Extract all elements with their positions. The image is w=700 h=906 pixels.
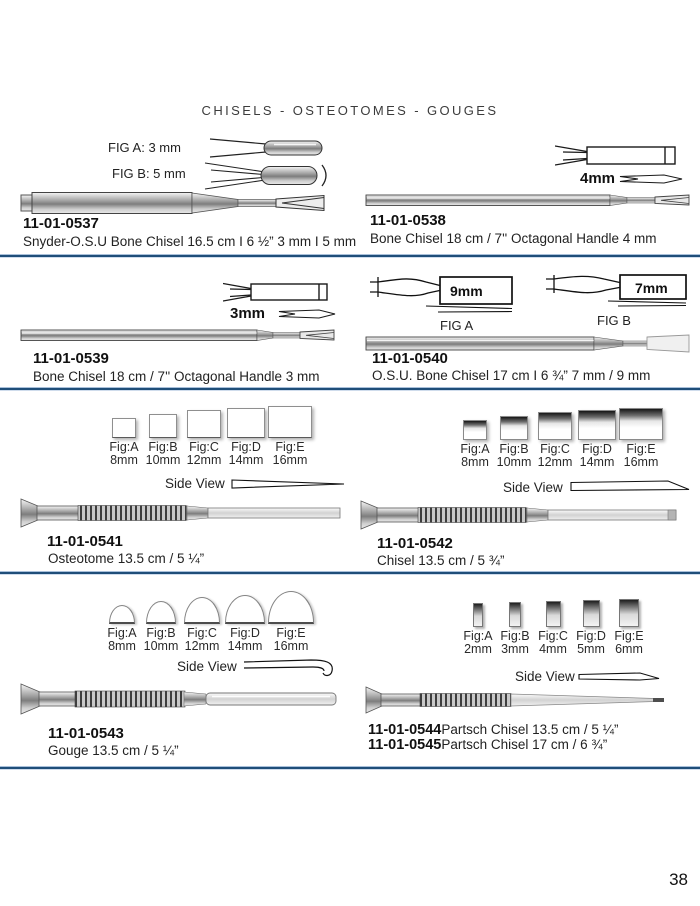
fig-item [223,595,267,654]
fig-shape-dome [225,595,265,624]
instrument-illustration [20,683,338,715]
fig-label: Fig:A [107,626,137,640]
fig-size-label: 8mm [110,453,138,468]
product-code: 11-01-0539 [33,350,109,367]
fig-label: Fig:B [499,442,529,456]
side-view-label: Side View [165,476,225,491]
size-callout: 3mm [230,305,266,322]
section-divider [0,387,700,391]
product-code: 11-01-0545 [368,737,442,753]
product-code: 11-01-0542 [377,535,453,552]
fig-size-label: 16mm [623,455,659,470]
product-block-0539 [15,258,350,386]
fig-shape-beveled-square [463,420,487,440]
fig-size-label: 14mm [227,639,263,654]
fig-shape-narrow-rect [509,602,521,627]
fig-item [576,410,618,470]
product-code: 11-01-0541 [47,533,123,550]
fig-size-label: 3mm [501,642,529,657]
side-view-arrow-icon [618,173,684,185]
tip-detail-illustration [555,142,683,170]
instrument-illustration [20,498,342,528]
side-view-profile-icon [578,671,662,683]
fig-size-label: 16mm [272,453,308,468]
fig-shape-narrow-rect [583,600,600,627]
product-line-0545 [368,736,607,754]
fig-label: Fig:E [626,442,656,456]
size-callout: 4mm [580,170,616,187]
page-number: 38 [669,870,688,889]
product-code: 11-01-0537 [23,215,99,232]
instrument-illustration [360,500,678,530]
fig-label: Fig:A [463,629,493,643]
fig-item [618,408,664,470]
fig-label: Fig:B [500,629,530,643]
fig-size-label: 10mm [145,453,181,468]
fig-item [610,599,648,657]
side-view-label: Side View [177,659,237,674]
product-description: Partsch Chisel 13.5 cm / 5 ¼” [441,722,619,737]
product-block-0544-0545 [360,575,695,763]
fig-size-label: 10mm [496,455,532,470]
fig-item [456,420,494,470]
fig-size-label: 6mm [615,642,643,657]
product-description: Chisel 13.5 cm / 5 ¾” [377,553,505,568]
fig-shape-square [268,406,312,438]
tip-detail-illustration [223,280,335,306]
fig-label: Fig:B [146,626,176,640]
product-block-0540 [360,258,695,386]
fig-item [105,418,143,468]
fig-size-row [105,406,313,468]
fig-item [103,605,141,654]
side-view-profile-icon [243,655,339,681]
fig-item [141,601,181,654]
side-view-label: Side View [503,480,563,495]
fig-size-label: 10mm [143,639,179,654]
fig-size-label: 4mm [539,642,567,657]
fig-a-size-callout: 9mm [450,283,483,299]
fig-a-label: FIG A [440,318,474,333]
fig-item [460,603,496,657]
side-view-profile-icon [570,480,692,494]
fig-label: Fig:E [276,626,306,640]
fig-shape-square [112,418,136,438]
instrument-illustration [20,326,336,344]
fig-shape-beveled-square [578,410,616,440]
product-code: 11-01-0538 [370,212,446,229]
fig-shape-narrow-rect [546,601,561,627]
product-description: Osteotome 13.5 cm / 5 ¼” [48,551,205,566]
fig-size-label: 5mm [577,642,605,657]
fig-item [494,416,534,470]
side-view-arrow-icon [277,308,337,320]
fig-label: Fig:E [275,440,305,454]
fig-label: Fig:A [109,440,139,454]
fig-label: Fig:A [460,442,490,456]
product-code: 11-01-0540 [372,350,448,367]
fig-item [181,597,223,654]
fig-label: Fig:D [582,442,612,456]
product-description: Gouge 13.5 cm / 5 ¼” [48,743,179,758]
fig-b-label: FIG B [597,313,631,328]
fig-item [143,414,183,468]
tip-detail-fig-b-illustration [203,159,331,193]
product-code: 11-01-0544 [368,722,442,738]
section-divider [0,766,700,770]
tip-detail-fig-a-illustration [368,274,518,316]
product-block-0542 [360,392,695,567]
product-description: Bone Chisel 18 cm / 7'' Octagonal Handle 3 mm [33,369,320,384]
fig-shape-dome [268,591,314,624]
fig-label: Fig:D [576,629,606,643]
fig-shape-beveled-square [500,416,528,440]
product-description: O.S.U. Bone Chisel 17 cm I 6 ¾” 7 mm / 9 mm [372,368,651,383]
fig-b-size-callout: 7mm [635,280,668,296]
fig-size-label: 12mm [184,639,220,654]
fig-item [183,410,225,468]
fig-shape-square [149,414,177,438]
product-description: Bone Chisel 18 cm / 7'' Octagonal Handle 4 mm [370,231,657,246]
fig-shape-dome [184,597,220,624]
side-view-profile-icon [231,477,347,491]
fig-size-label: 8mm [108,639,136,654]
fig-size-row [456,408,664,470]
fig-b-label: FIG B: 5 mm [112,166,186,181]
fig-shape-square [227,408,265,438]
fig-item [572,600,610,657]
fig-size-label: 14mm [579,455,615,470]
fig-shape-dome [109,605,135,624]
instrument-illustration [20,191,326,215]
fig-size-label: 12mm [537,455,573,470]
page-title: CHISELS - OSTEOTOMES - GOUGES [201,103,499,118]
product-block-0537 [15,125,357,253]
fig-item [496,602,534,657]
fig-item [534,412,576,470]
fig-size-row [460,599,648,657]
fig-size-label: 16mm [273,639,309,654]
fig-shape-beveled-square [619,408,663,440]
fig-label: Fig:E [614,629,644,643]
fig-label: Fig:D [231,440,261,454]
tip-detail-fig-b-illustration [542,273,692,311]
fig-item [267,591,315,654]
fig-label: Fig:C [187,626,217,640]
fig-shape-narrow-rect [473,603,483,627]
fig-item [267,406,313,468]
instrument-illustration [365,191,691,209]
fig-size-label: 14mm [228,453,264,468]
fig-size-label: 12mm [186,453,222,468]
side-view-label: Side View [515,669,575,684]
fig-a-label: FIG A: 3 mm [108,140,181,155]
product-block-0538 [360,125,695,253]
fig-label: Fig:B [148,440,178,454]
product-block-0541 [15,392,350,567]
product-description: Snyder-O.S.U Bone Chisel 16.5 cm I 6 ½” 3 mm I 5 mm [23,234,357,249]
fig-shape-beveled-square [538,412,572,440]
product-block-0543 [15,575,350,763]
product-description: Partsch Chisel 17 cm / 6 ¾” [441,737,608,752]
instrument-illustration [365,685,667,715]
fig-label: Fig:C [538,629,568,643]
fig-item [534,601,572,657]
fig-size-row [103,591,315,654]
fig-size-label: 8mm [461,455,489,470]
fig-shape-narrow-rect [619,599,639,627]
fig-shape-dome [146,601,176,624]
fig-size-label: 2mm [464,642,492,657]
fig-label: Fig:C [540,442,570,456]
product-code: 11-01-0543 [48,725,124,742]
fig-item [225,408,267,468]
fig-shape-square [187,410,221,438]
fig-label: Fig:D [230,626,260,640]
fig-label: Fig:C [189,440,219,454]
